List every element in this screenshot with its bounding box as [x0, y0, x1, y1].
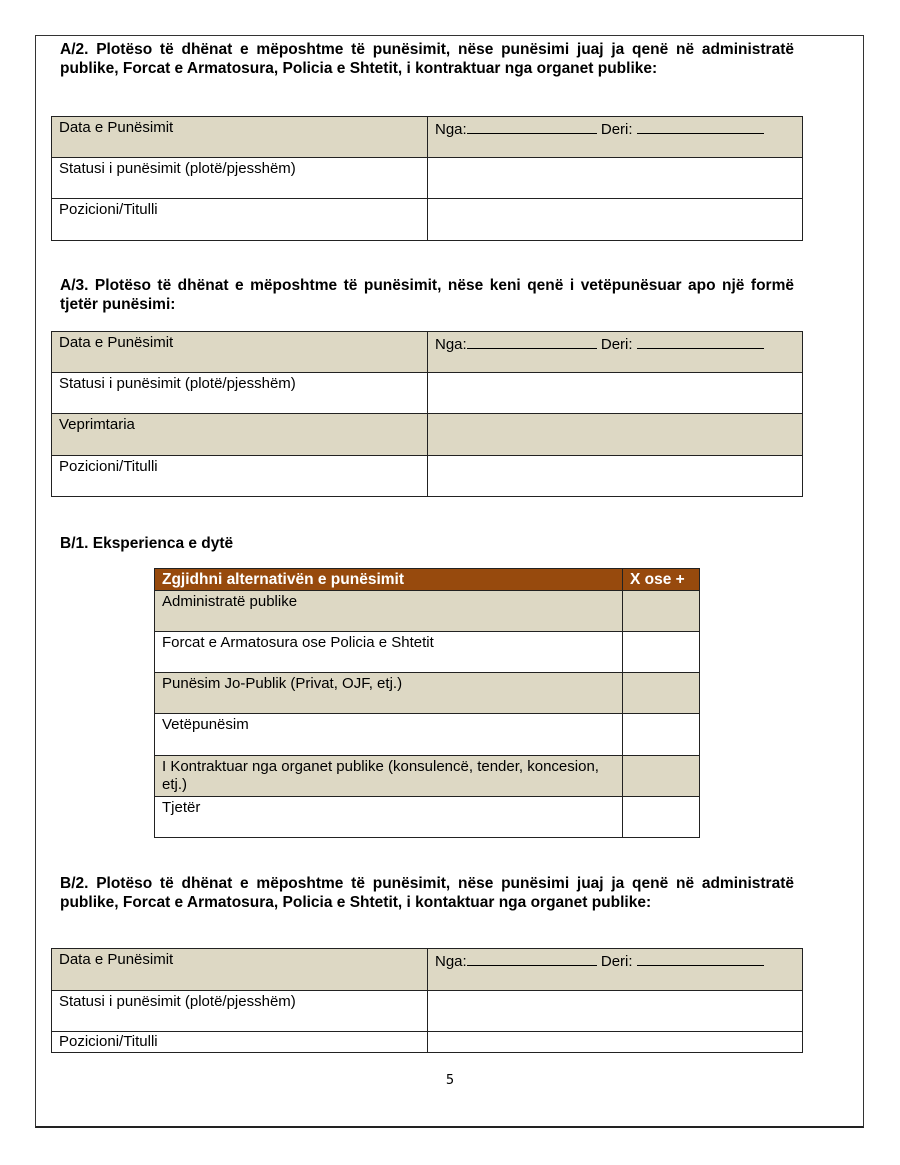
option-label: Forcat e Armatosura ose Policia e Shtetit: [155, 632, 623, 673]
to-label: Deri:: [600, 121, 633, 138]
option-column-header: Zgjidhni alternativën e punësimit: [155, 569, 623, 591]
to-date-field[interactable]: [637, 951, 764, 966]
table-row: [155, 632, 700, 673]
option-label: Administratë publike: [155, 591, 623, 632]
date-range-cell: [428, 117, 803, 158]
to-date-field[interactable]: [637, 119, 764, 134]
page-number: 5: [445, 1073, 455, 1088]
from-date-field[interactable]: [467, 119, 597, 134]
date-range-cell: [428, 332, 803, 373]
section-b2-table: [51, 948, 803, 1053]
option-mark-cell[interactable]: [623, 797, 700, 838]
option-label: Tjetër: [155, 797, 623, 838]
employment-status-field[interactable]: [428, 373, 803, 414]
table-row: [52, 414, 803, 456]
section-a2-heading: A/2. Plotëso të dhënat e mëposhtme të punësimit, nëse punësimi juaj ja qenë në administratë publike, Forcat e Armatosura, Policia e Shtetit, i kontraktuar nga organet publike:: [60, 41, 794, 77]
employment-type-table: [154, 568, 700, 838]
option-mark-cell[interactable]: [623, 756, 700, 797]
mark-column-header: X ose +: [623, 569, 700, 591]
to-date-field[interactable]: [637, 334, 764, 349]
option-label: Vetëpunësim: [155, 714, 623, 756]
table-row: [52, 456, 803, 497]
from-label: Nga:: [435, 336, 467, 353]
table-row: [52, 199, 803, 241]
row-label: Veprimtaria: [52, 414, 428, 456]
row-label: Pozicioni/Titulli: [52, 1032, 428, 1053]
section-b1-heading: B/1. Eksperienca e dytë: [60, 535, 234, 552]
row-label: Data e Punësimit: [52, 332, 428, 373]
activity-field[interactable]: [428, 414, 803, 456]
position-title-field[interactable]: [428, 199, 803, 241]
row-label: Statusi i punësimit (plotë/pjesshëm): [52, 158, 428, 199]
position-title-field[interactable]: [428, 1032, 803, 1053]
from-date-field[interactable]: [467, 334, 597, 349]
from-date-field[interactable]: [467, 951, 597, 966]
option-label: Punësim Jo-Publik (Privat, OJF, etj.): [155, 673, 623, 714]
table-row: [52, 332, 803, 373]
to-label: Deri:: [600, 953, 633, 970]
table-row: [52, 949, 803, 991]
row-label: Data e Punësimit: [52, 949, 428, 991]
option-mark-cell[interactable]: [623, 714, 700, 756]
table-row: [52, 373, 803, 414]
row-label: Pozicioni/Titulli: [52, 199, 428, 241]
section-a2-table: [51, 116, 803, 241]
row-label: Statusi i punësimit (plotë/pjesshëm): [52, 373, 428, 414]
row-label: Pozicioni/Titulli: [52, 456, 428, 497]
table-header-row: [155, 569, 700, 591]
option-mark-cell[interactable]: [623, 632, 700, 673]
section-b2-heading: B/2. Plotëso të dhënat e mëposhtme të punësimit, nëse punësimi juaj ja qenë në administratë publike, Forcat e Armatosura, Policia e Shtetit, i kontaktuar nga organet publike:: [60, 875, 794, 911]
row-label: Statusi i punësimit (plotë/pjesshëm): [52, 991, 428, 1032]
table-row: [155, 714, 700, 756]
employment-status-field[interactable]: [428, 158, 803, 199]
table-row: [52, 1032, 803, 1053]
table-row: [155, 797, 700, 838]
from-label: Nga:: [435, 121, 467, 138]
table-row: [52, 158, 803, 199]
option-mark-cell[interactable]: [623, 591, 700, 632]
to-label: Deri:: [600, 336, 633, 353]
option-label: I Kontraktuar nga organet publike (konsulencë, tender, koncesion, etj.): [155, 756, 623, 797]
position-title-field[interactable]: [428, 456, 803, 497]
table-row: [52, 991, 803, 1032]
table-row: [155, 756, 700, 797]
from-label: Nga:: [435, 953, 467, 970]
table-row: [155, 591, 700, 632]
date-range-cell: [428, 949, 803, 991]
section-a3-table: [51, 331, 803, 497]
employment-status-field[interactable]: [428, 991, 803, 1032]
option-mark-cell[interactable]: [623, 673, 700, 714]
section-a3-heading: A/3. Plotëso të dhënat e mëposhtme të punësimit, nëse keni qenë i vetëpunësuar apo një formë tjetër punësimi:: [60, 277, 794, 313]
table-row: [52, 117, 803, 158]
row-label: Data e Punësimit: [52, 117, 428, 158]
table-row: [155, 673, 700, 714]
